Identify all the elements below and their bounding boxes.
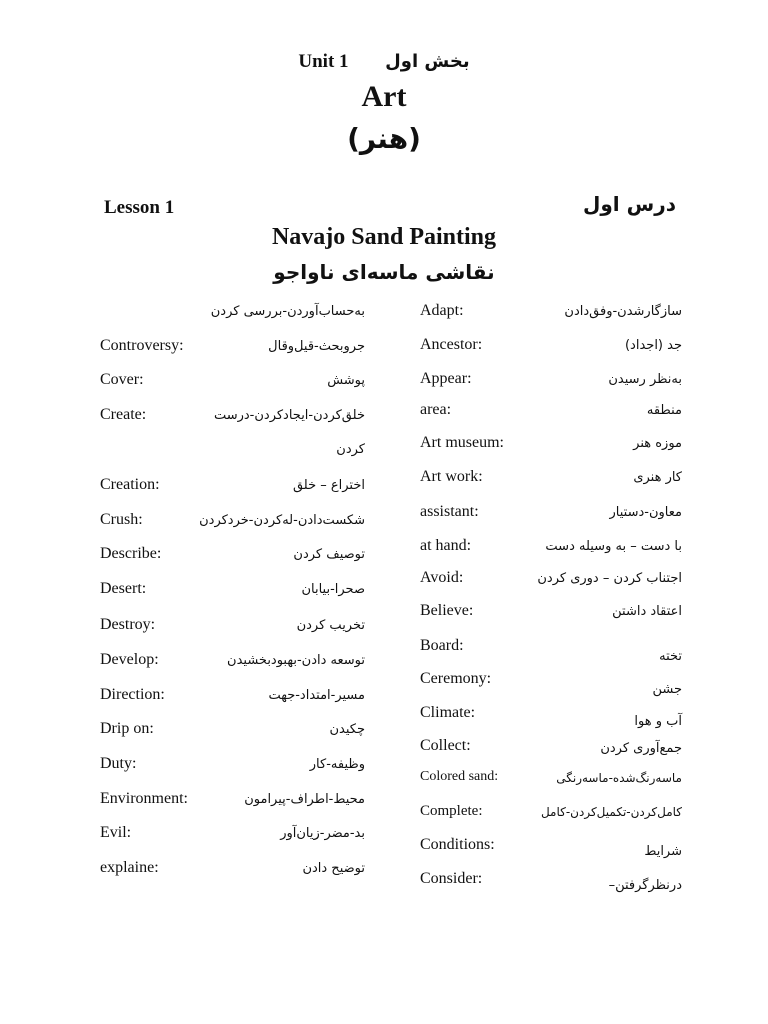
vocab-meaning: توصیف کردن <box>293 547 365 562</box>
vocab-entry <box>100 718 365 748</box>
vocab-entry <box>100 474 365 504</box>
unit-label-en: Unit 1 <box>298 51 349 72</box>
vocab-term: Create: <box>100 406 147 423</box>
vocab-term: Crush: <box>100 511 143 528</box>
vocab-entry <box>420 635 682 665</box>
vocab-term: Desert: <box>100 580 147 597</box>
page-title-en: Art <box>361 80 407 113</box>
vocab-entry <box>420 801 682 831</box>
unit-label-fa: بخش اول <box>385 51 470 72</box>
vocab-entry <box>100 788 365 818</box>
vocab-meaning: تخته <box>659 649 682 664</box>
vocab-entry <box>100 649 365 679</box>
vocab-meaning: اجتناب کردن – دوری کردن <box>537 571 682 586</box>
vocab-term: Duty: <box>100 755 137 772</box>
vocab-term: Believe: <box>420 602 474 619</box>
vocab-term: Collect: <box>420 737 471 754</box>
vocab-entry <box>420 535 682 565</box>
vocab-meaning: منطقه <box>646 403 682 418</box>
vocab-meaning: وظیفه-کار <box>309 757 365 772</box>
vocab-term: explaine: <box>100 859 159 876</box>
lesson-title-en: Navajo Sand Painting <box>271 224 497 250</box>
vocab-term: Climate: <box>420 704 476 721</box>
vocab-meaning: مسیر-امتداد-جهت <box>268 688 365 703</box>
vocab-entry <box>420 300 682 330</box>
vocab-term: Ceremony: <box>420 670 492 687</box>
vocab-term: Colored sand: <box>420 769 499 784</box>
vocab-term: Ancestor: <box>420 336 483 353</box>
vocab-entry <box>420 735 682 765</box>
vocab-entry <box>100 822 365 852</box>
vocab-meaning: جمع‌آوری کردن <box>600 741 682 756</box>
vocab-meaning: شکست‌دادن-له‌کردن-خردکردن <box>199 513 365 528</box>
vocab-meaning: درنظرگرفتن– <box>608 878 682 893</box>
unit-heading <box>0 50 768 73</box>
vocab-meaning: محیط-اطراف-پیرامون <box>244 792 365 807</box>
vocab-term: area: <box>420 401 452 418</box>
vocab-meaning: به‌نظر رسیدن <box>608 372 682 387</box>
vocab-term: Evil: <box>100 824 132 841</box>
vocab-meaning: کار هنری <box>633 470 682 485</box>
vocab-meaning: تخریب کردن <box>296 618 365 633</box>
vocab-term: Avoid: <box>420 569 464 586</box>
vocab-entry <box>100 335 365 365</box>
vocab-entry <box>420 432 682 462</box>
vocab-meaning: اختراع – خلق <box>292 478 365 493</box>
vocab-meaning: پوشش <box>327 373 365 388</box>
vocab-entry <box>420 466 682 496</box>
vocab-meaning: موزه هنر <box>633 436 682 451</box>
vocab-entry <box>100 438 365 468</box>
lesson-label-en: Lesson 1 <box>104 197 175 218</box>
vocab-term: Board: <box>420 637 464 654</box>
vocab-entry <box>420 767 682 797</box>
vocab-entry <box>420 868 682 898</box>
vocab-meaning: به‌حساب‌آوردن-بررسی کردن <box>210 304 365 319</box>
vocab-meaning: کردن <box>336 442 365 457</box>
vocab-meaning: صحرا-بیابان <box>301 582 365 597</box>
vocab-entry <box>420 834 682 864</box>
vocab-term: Consider: <box>420 870 483 887</box>
vocab-meaning: توضیح دادن <box>302 861 365 876</box>
vocab-meaning: ماسه‌رنگ‌شده-ماسه‌رنگی <box>556 771 682 785</box>
vocab-term: Creation: <box>100 476 160 493</box>
vocab-meaning: شرایط <box>644 844 682 859</box>
vocab-entry <box>100 369 365 399</box>
vocab-term: Art work: <box>420 468 483 485</box>
vocab-meaning: جروبحث-قیل‌وقال <box>268 339 365 354</box>
vocab-entry <box>420 334 682 364</box>
vocab-entry <box>100 509 365 539</box>
vocab-meaning: معاون-دستیار <box>609 505 682 520</box>
vocab-term: Develop: <box>100 651 159 668</box>
vocab-meaning: چکیدن <box>329 722 365 737</box>
lesson-title-fa: نقاشی ماسه‌ای ناواجو <box>273 260 495 284</box>
vocab-meaning: با دست – به وسیله دست <box>545 539 682 554</box>
vocab-term: Describe: <box>100 545 162 562</box>
vocab-term: Controversy: <box>100 337 184 354</box>
vocab-meaning: سازگارشدن-وفق‌دادن <box>564 304 682 319</box>
vocab-meaning: جد (اجداد) <box>624 338 682 353</box>
vocab-entry <box>420 567 682 597</box>
vocab-entry <box>420 668 682 698</box>
vocab-meaning: خلق‌کردن-ایجادکردن-درست <box>213 408 365 423</box>
vocab-term: Adapt: <box>420 302 464 319</box>
vocab-meaning: جشن <box>652 682 682 697</box>
vocab-entry <box>100 404 365 434</box>
vocab-entry <box>100 684 365 714</box>
vocab-term: Drip on: <box>100 720 154 737</box>
vocab-entry <box>420 368 682 398</box>
vocab-entry <box>420 501 682 531</box>
vocab-meaning: بد-مضر-زیان‌آور <box>280 826 365 841</box>
vocab-entry <box>100 543 365 573</box>
vocab-term: assistant: <box>420 503 479 520</box>
vocab-term: Art museum: <box>420 434 504 451</box>
vocab-entry <box>100 857 365 887</box>
vocab-term: Cover: <box>100 371 144 388</box>
vocab-term: Appear: <box>420 370 472 387</box>
vocab-entry <box>100 578 365 608</box>
lesson-label-fa: درس اول <box>583 192 676 216</box>
vocab-entry <box>420 600 682 630</box>
vocab-term: Direction: <box>100 686 165 703</box>
vocab-entry <box>420 702 682 732</box>
vocab-term: Complete: <box>420 803 483 819</box>
vocab-meaning: اعتقاد داشتن <box>612 604 682 619</box>
vocab-term: Destroy: <box>100 616 156 633</box>
page-title-fa: (هنر) <box>347 122 421 155</box>
vocab-meaning: کامل‌کردن-تکمیل‌کردن-کامل <box>540 805 682 819</box>
vocab-entry <box>100 753 365 783</box>
vocab-entry <box>100 614 365 644</box>
vocab-entry <box>420 399 682 429</box>
vocab-meaning: توسعه دادن-بهبودبخشیدن <box>227 653 365 668</box>
vocab-term: at hand: <box>420 537 472 554</box>
vocab-meaning: آب و هوا <box>634 714 682 729</box>
vocab-term: Conditions: <box>420 836 495 853</box>
vocab-entry <box>100 300 365 330</box>
vocab-term: Environment: <box>100 790 188 807</box>
